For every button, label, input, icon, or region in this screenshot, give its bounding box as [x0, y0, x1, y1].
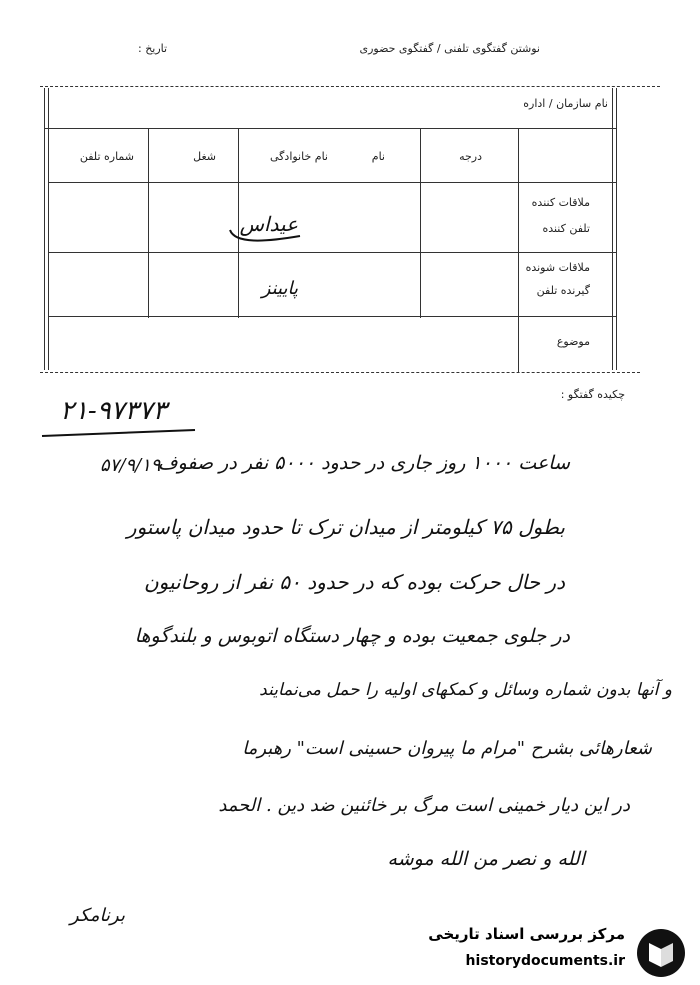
col-last-name: نام خانوادگی: [270, 150, 328, 163]
row3-label: موضوع: [556, 335, 590, 348]
col-job: شغل: [193, 150, 216, 163]
body-line-8: الله و نصر من الله موشه: [387, 848, 585, 870]
col-first-name: نام: [371, 150, 385, 163]
row2-label-b: گیرنده تلفن: [536, 284, 590, 297]
row1-label-b: تلفن کننده: [542, 222, 590, 235]
visitor-name-handwritten: عیداس: [239, 212, 298, 236]
body-line-4: در جلوی جمعیت بوده و چهار دستگاه اتوبوس و بلندگوها: [134, 625, 570, 647]
body-line-3: در حال حرکت بوده که در حدود ۵۰ نفر از روحانیون: [143, 570, 565, 594]
phone-underline: [40, 426, 200, 440]
archive-name: مرکز بررسی اسناد تاریخی: [428, 925, 625, 943]
body-line-1: ساعت ۱۰۰۰ روز جاری در حدود ۵۰۰۰ نفر در صفوف: [157, 452, 570, 474]
date-handwritten: ۵۷/۹/۱۹: [100, 455, 161, 476]
archive-logo-icon: [635, 927, 687, 979]
date-label: تاریخ :: [138, 42, 168, 55]
name-underline-stroke: [225, 224, 305, 246]
body-line-6: شعارهائی بشرح "مرام ما پیروان حسینی است" رهبرما: [242, 738, 652, 759]
org-label: نام سازمان / اداره: [523, 97, 608, 110]
col-phone: شماره تلفن: [79, 150, 134, 163]
col-rank: درجه: [459, 150, 482, 163]
body-line-2: بطول ۷۵ کیلومتر از میدان ترک تا حدود میدان پاستور: [126, 515, 565, 539]
summary-label: چکیده گفتگو :: [560, 388, 625, 401]
archive-website: historydocuments.ir: [465, 953, 625, 969]
archive-watermark: [420, 925, 695, 980]
body-line-5: و آنها بدون شماره وسائل و کمکهای اولیه را حمل می‌نمایند: [259, 680, 672, 700]
receiver-name-handwritten: پایینز: [261, 278, 298, 299]
signature: برنامکر: [70, 905, 125, 926]
body-line-7: در این دیار خمینی است مرگ بر خائنین ضد دین . الحمد: [218, 795, 630, 816]
row1-label-a: ملاقات کننده: [531, 196, 590, 209]
row2-label-a: ملاقات شونده: [525, 261, 590, 274]
phone-number-handwritten: ۲۱-۹۷۳۷۳: [60, 396, 167, 426]
form-heading: نوشتن گفتگوی تلفنی / گفتگوی حضوری: [359, 42, 540, 55]
